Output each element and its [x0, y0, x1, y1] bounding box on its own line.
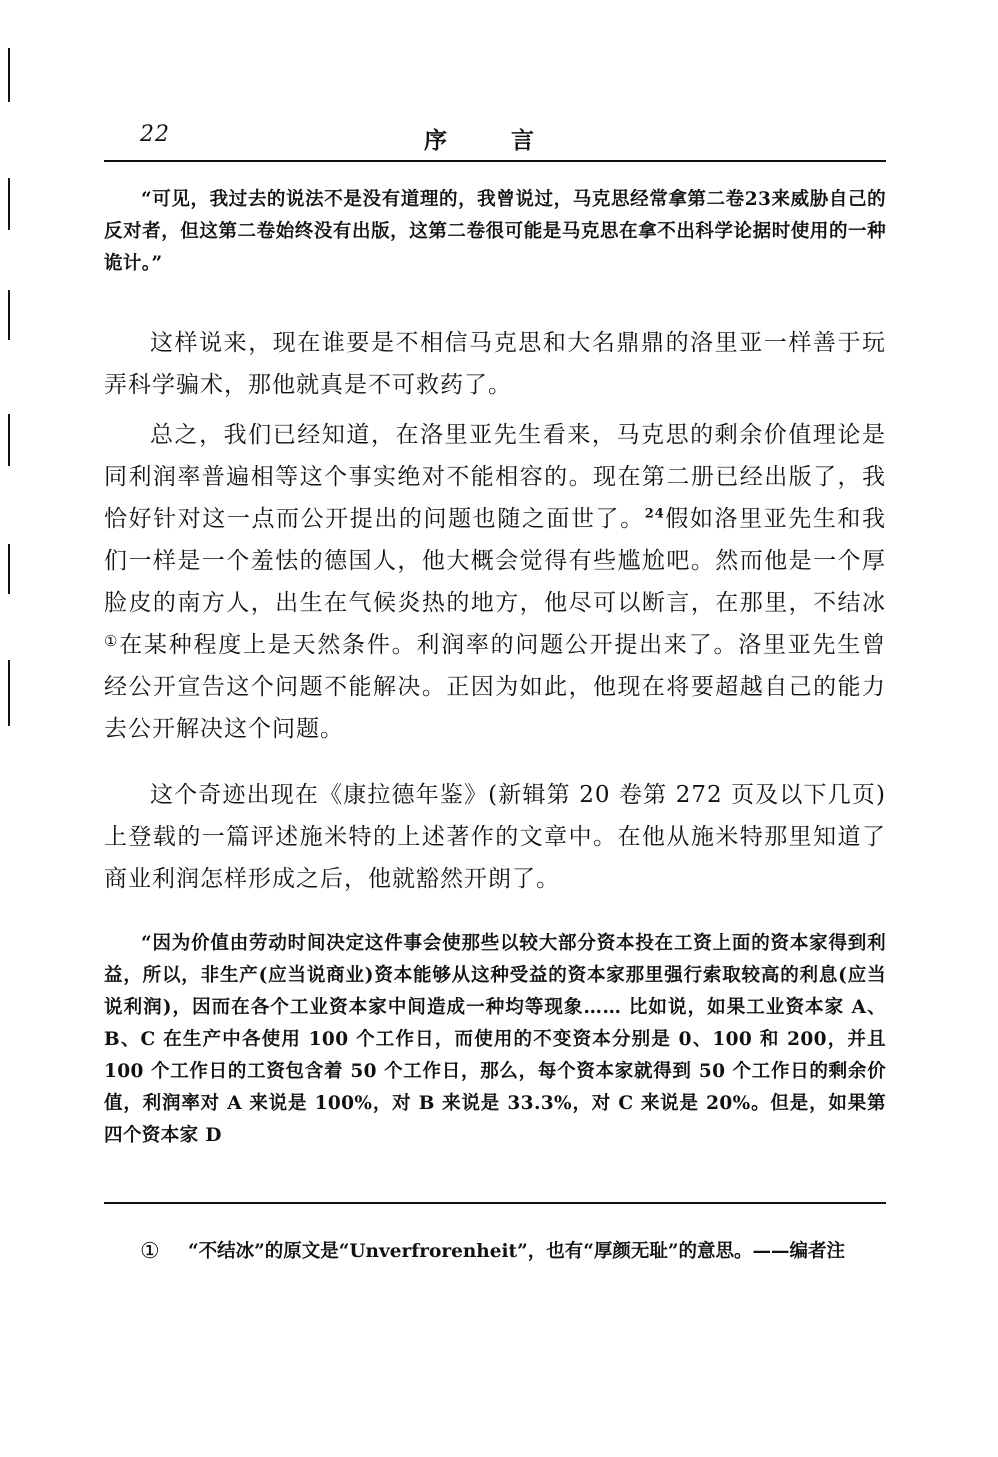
scan-edge-mark [8, 178, 10, 230]
body-paragraph-2 [104, 414, 886, 750]
block-quote-1 [104, 184, 886, 280]
paragraph-text-part: 假如洛里亚先生和我们一样是一个羞怯的德国人，他大概会觉得有些尴尬吧。然而他是一个厚脸皮的南方人，出生在气候炎热的地方，他尽可以断言，在那里，不结冰 [104, 506, 887, 616]
scan-edge-mark [8, 48, 10, 102]
body-paragraph-1 [104, 322, 886, 406]
header-rule [104, 160, 886, 162]
scan-edge-mark [8, 414, 10, 466]
footnote-rule [104, 1202, 886, 1204]
block-quote-2 [104, 928, 886, 1152]
paragraph-text-part: 总之，我们已经知道，在洛里亚先生看来，马克思的剩余价值理论是同利润率普遍相等这个事实绝对不能相容的。现在第二册已经出版了，我恰好针对这一点而公开提出的问题也随之面世了。 [104, 422, 886, 532]
footnote-text: “不结冰”的原文是“Unverfrorenheit”，也有“厚颜无耻”的意思。——编者注 [188, 1241, 846, 1262]
scan-edge-mark [8, 290, 10, 340]
page-header [104, 122, 886, 154]
page-number: 22 [140, 122, 170, 147]
quote-text: “因为价值由劳动时间决定这件事会使那些以较大部分资本投在工资上面的资本家得到利益，所以，非生产(应当说商业)资本能够从这种受益的资本家那里强行索取较高的利息(应当说利润)，因而在各个工业资本家中间造成一种均等现象…… 比如说，如果工业资本家 A、B、C 在生产中各使用 100 个工作日，而使用的不变资本分别是 0、100 和 200，并且 100 个工作日的工资包含着 50 个工作日，那么，每个资本家就得到 50 个工作日的剩余价值，利润率对 A 来说是 100%，对 B 来说是 33.3%，对 C 来说是 20%。但是，如果第四个资本家 D [104, 933, 886, 1146]
body-paragraph-3 [104, 774, 886, 900]
quote-text: “可见，我过去的说法不是没有道理的，我曾说过，马克思经常拿第二卷23来威胁自己的反对者，但这第二卷始终没有出版，这第二卷很可能是马克思在拿不出科学论据时使用的一种诡计。” [104, 189, 886, 274]
scan-edge-mark [8, 544, 10, 594]
footnote [104, 1236, 886, 1300]
scan-edge-mark [8, 660, 10, 726]
footnote-marker: ① [104, 632, 120, 650]
editorial-reference-number: 24 [644, 506, 665, 522]
running-title: 序言 [424, 127, 598, 154]
paragraph-text-part: 在某种程度上是天然条件。利润率的问题公开提出来了。洛里亚先生曾经公开宣告这个问题不能解决。正因为如此，他现在将要超越自己的能力去公开解决这个问题。 [104, 632, 887, 742]
paragraph-text: 这样说来，现在谁要是不相信马克思和大名鼎鼎的洛里亚一样善于玩弄科学骗术，那他就真是不可救药了。 [104, 330, 886, 398]
paragraph-text: 这个奇迹出现在《康拉德年鉴》(新辑第 20 卷第 272 页及以下几页)上登载的一篇评述施米特的上述著作的文章中。在他从施米特那里知道了商业利润怎样形成之后，他就豁然开朗了。 [104, 782, 886, 892]
paragraph-text [104, 414, 886, 750]
footnote-marker: ① [140, 1239, 160, 1264]
